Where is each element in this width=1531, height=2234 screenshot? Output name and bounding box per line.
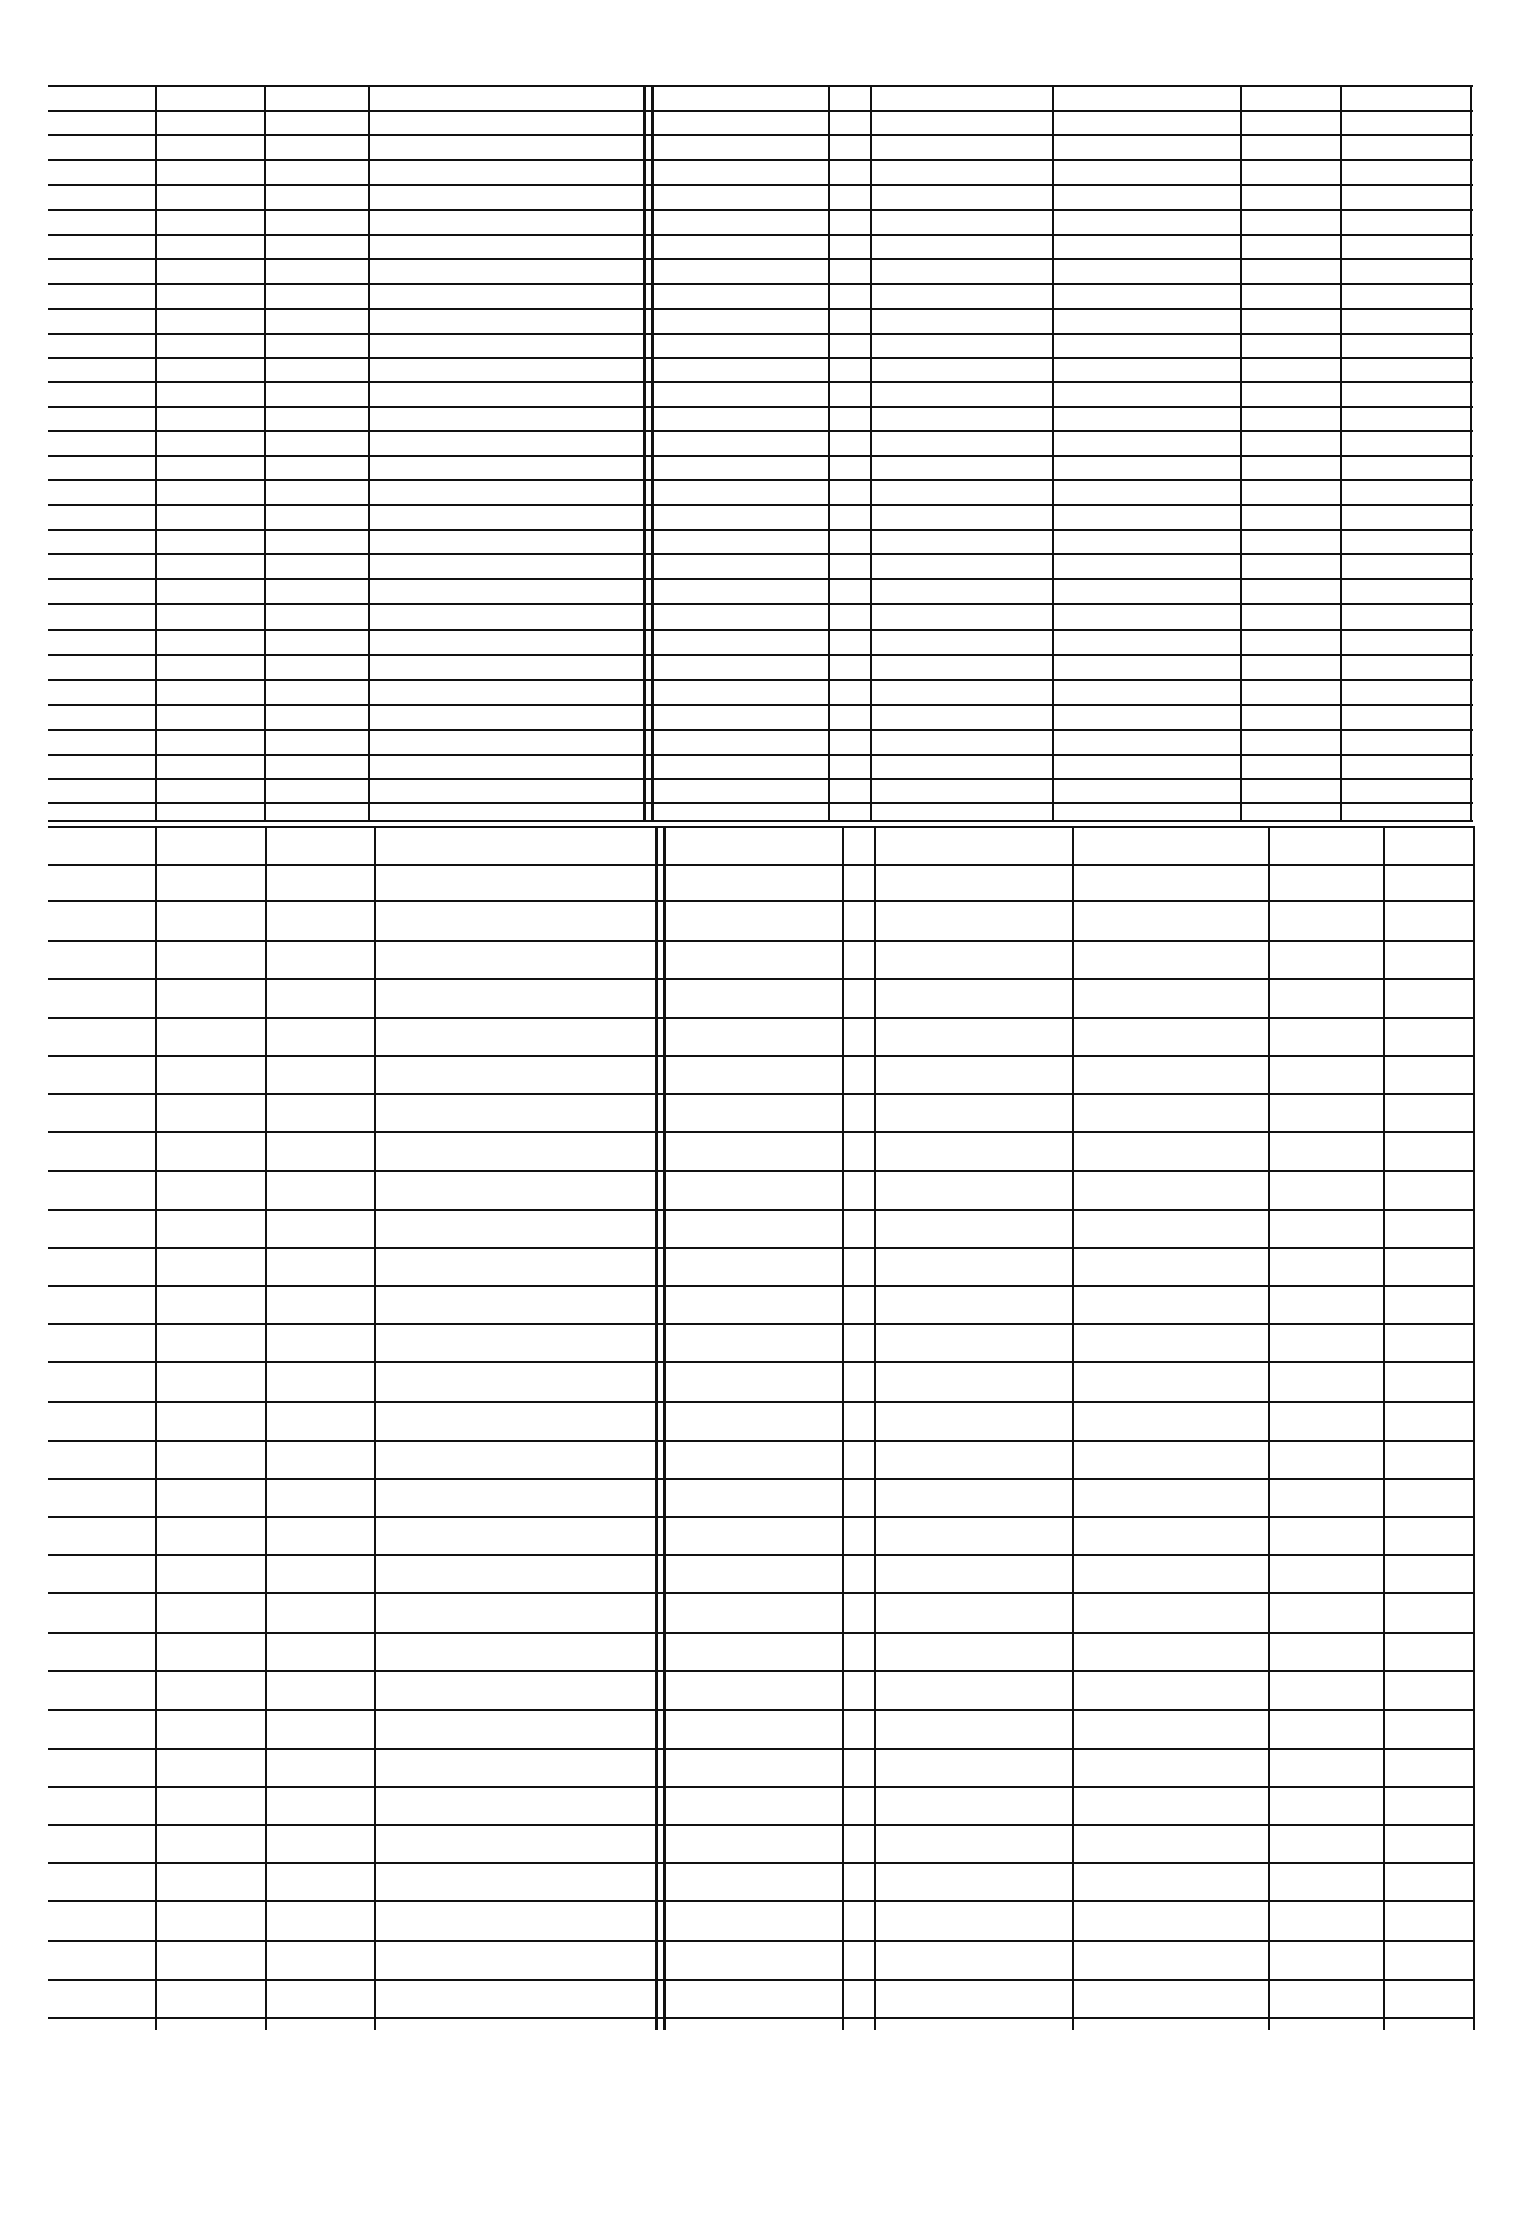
row-rule (48, 1401, 1475, 1403)
row-rule (48, 1131, 1475, 1133)
column-rule (368, 85, 370, 822)
row-rule (48, 1632, 1475, 1634)
column-rule (643, 85, 646, 822)
row-rule (48, 110, 1473, 112)
column-rule (1470, 85, 1472, 822)
row-rule (48, 234, 1473, 236)
row-rule (48, 553, 1473, 555)
row-rule (48, 504, 1473, 506)
row-rule (48, 940, 1475, 942)
row-rule (48, 754, 1473, 756)
row-rule (48, 1786, 1475, 1788)
row-rule (48, 479, 1473, 481)
row-rule (48, 679, 1473, 681)
row-rule (48, 406, 1473, 408)
column-rule (663, 826, 666, 2030)
row-rule (48, 704, 1473, 706)
column-rule (155, 826, 157, 2030)
row-rule (48, 134, 1473, 136)
row-rule (48, 333, 1473, 335)
row-rule (48, 729, 1473, 731)
address-subcolumn-rule (1240, 85, 1242, 822)
row-rule (48, 381, 1473, 383)
row-rule (48, 357, 1473, 359)
row-rule (48, 1440, 1475, 1442)
column-rule (374, 826, 376, 2030)
row-rule (48, 578, 1473, 580)
column-rule (874, 826, 876, 2030)
row-rule (48, 1323, 1475, 1325)
row-rule (48, 258, 1473, 260)
column-rule (842, 826, 844, 2030)
column-rule (828, 85, 830, 822)
column-rule (155, 85, 157, 822)
row-rule (48, 1979, 1475, 1981)
row-rule (48, 184, 1473, 186)
column-rule (264, 85, 266, 822)
column-rule (1268, 826, 1270, 2030)
column-rule (651, 85, 654, 822)
row-rule (48, 1017, 1475, 1019)
row-rule (48, 159, 1473, 161)
row-rule (48, 900, 1475, 902)
row-rule (48, 1592, 1475, 1594)
row-rule (48, 1748, 1475, 1750)
row-rule (48, 308, 1473, 310)
row-rule (48, 1940, 1475, 1942)
column-rule (1383, 826, 1385, 2030)
column-rule (1052, 85, 1054, 822)
row-rule (48, 209, 1473, 211)
row-rule (48, 1862, 1475, 1864)
row-rule (48, 1361, 1475, 1363)
row-rule (48, 1170, 1475, 1172)
row-rule (48, 1209, 1475, 1211)
row-rule (48, 455, 1473, 457)
row-rule (48, 283, 1473, 285)
row-rule (48, 1709, 1475, 1711)
column-rule (265, 826, 267, 2030)
row-rule (48, 1055, 1475, 1057)
row-rule (48, 430, 1473, 432)
row-rule (48, 1478, 1475, 1480)
column-rule (655, 826, 658, 2030)
page-break-rule (48, 820, 1473, 822)
column-rule (1072, 826, 1074, 2030)
row-rule (48, 85, 1473, 87)
row-rule (48, 529, 1473, 531)
row-rule (48, 826, 1475, 828)
column-rule (870, 85, 872, 822)
column-rule (1473, 826, 1475, 2030)
row-rule (48, 1824, 1475, 1826)
row-rule (48, 778, 1473, 780)
row-rule (48, 1247, 1475, 1249)
row-rule (48, 802, 1473, 804)
row-rule (48, 864, 1475, 866)
row-rule (48, 654, 1473, 656)
row-rule (48, 2017, 1475, 2019)
row-rule (48, 629, 1473, 631)
row-rule (48, 1554, 1475, 1556)
address-subcolumn-rule (1340, 85, 1342, 822)
row-rule (48, 1093, 1475, 1095)
row-rule (48, 1285, 1475, 1287)
row-rule (48, 1516, 1475, 1518)
row-rule (48, 1670, 1475, 1672)
row-rule (48, 1900, 1475, 1902)
row-rule (48, 603, 1473, 605)
row-rule (48, 978, 1475, 980)
